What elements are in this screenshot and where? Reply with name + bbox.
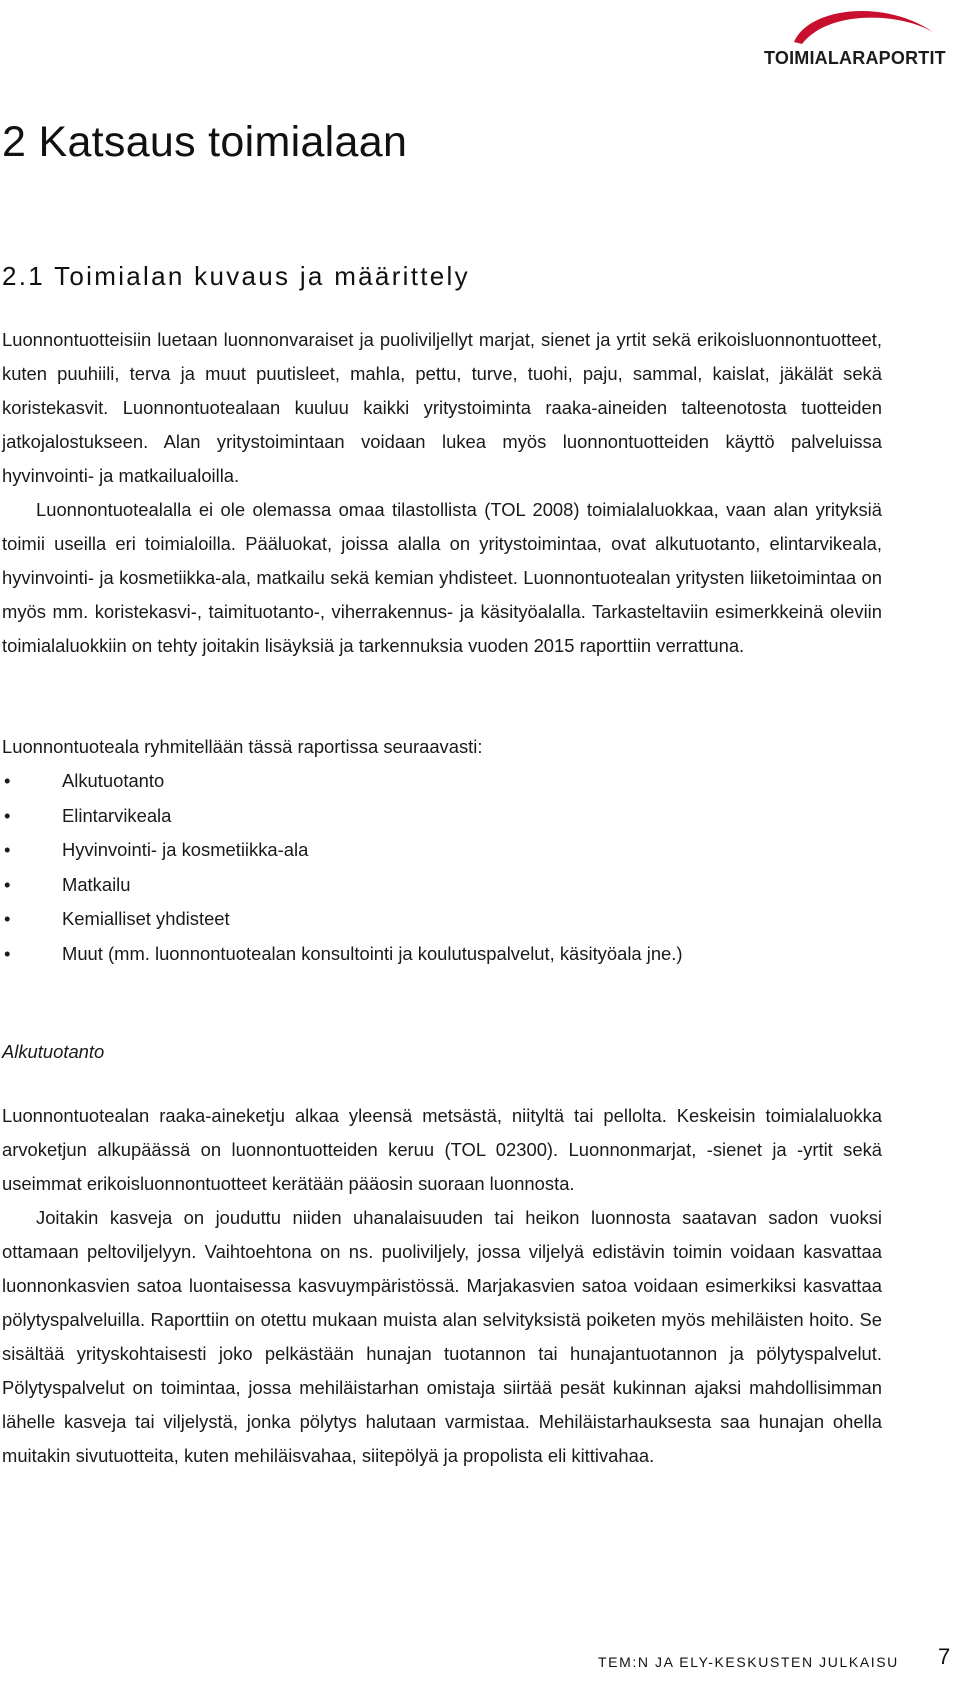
list-intro-text: Luonnontuoteala ryhmitellään tässä raportissa seuraavasti: bbox=[2, 736, 483, 757]
intro-section bbox=[2, 323, 882, 663]
primary-paragraph-1: Luonnontuotealan raaka-aineketju alkaa yleensä metsästä, niityltä tai pellolta. Keskeisin toimialaluokka arvoketjun alkupäässä on luonnontuotteiden keruu (TOL 02300). Luonnonmarjat, -sienet ja -yrtit sekä useimmat erikoisluonnontuotteet kerätään pääosin suoraan luonnosta. bbox=[2, 1105, 882, 1194]
list-item-label: Hyvinvointi- ja kosmetiikka-ala bbox=[62, 839, 309, 860]
toimialaraportit-logo bbox=[758, 0, 960, 76]
intro-paragraph-1: Luonnontuotteisiin luetaan luonnonvaraiset ja puoliviljellyt marjat, sienet ja yrtit sekä erikoisluonnontuotteet, kuten puuhiili, terva ja muut puutisleet, mahla, pettu, turve, tuohi, paju, sammal, kaislat, jäkälät sekä koristekasvit. Luonnontuotealaan kuuluu kaikki yritystoiminta raaka-aineiden talteenotosta tuotteiden jatkojalostukseen. Alan yritystoimintaan voidaan lukea myös luonnontuotteiden käyttö palveluissa hyvinvointi- ja matkailualoilla. bbox=[2, 329, 882, 486]
list-item bbox=[2, 764, 683, 799]
section-title: 2.1 Toimialan kuvaus ja määrittely bbox=[2, 261, 470, 291]
logo-swoosh-icon bbox=[788, 2, 938, 48]
intro-paragraph-2: Luonnontuotealalla ei ole olemassa omaa tilastollista (TOL 2008) toimialaluokkaa, vaan alan yrityksiä toimii useilla eri toimialoilla. Pääluokat, joissa alalla on yritystoimintaa, ovat alkutuotanto, elintarvikeala, hyvinvointi- ja kosmetiikka-ala, matkailu sekä kemian yhdisteet. Luonnontuotealan yritysten liiketoimintaa on myös mm. koristekasvi-, taimituotanto-, viherrakennus- ja käsityöalalla. Tarkasteltaviin esimerkkeinä oleviin toimialaluokkiin on tehty joitakin lisäyksiä ja tarkennuksia vuoden 2015 raporttiin verrattuna. bbox=[2, 499, 882, 656]
category-list bbox=[2, 764, 683, 971]
list-item bbox=[2, 937, 683, 972]
list-item-label: Muut (mm. luonnontuotealan konsultointi ja koulutuspalvelut, käsityöala jne.) bbox=[62, 942, 683, 964]
list-item bbox=[2, 833, 683, 868]
list-intro bbox=[2, 730, 882, 764]
bullet-icon: • bbox=[4, 839, 11, 860]
list-item-label: Matkailu bbox=[62, 873, 131, 895]
subheading-alkutuotanto: Alkutuotanto bbox=[2, 1041, 105, 1062]
bullet-icon: • bbox=[4, 873, 11, 895]
list-item-label: Alkutuotanto bbox=[62, 770, 165, 791]
list-item bbox=[2, 868, 683, 903]
footer-publisher: TEM:N JA ELY-KESKUSTEN JULKAISU bbox=[598, 1654, 899, 1670]
primary-production-section bbox=[2, 1099, 882, 1473]
bullet-icon: • bbox=[4, 908, 11, 929]
list-item bbox=[2, 902, 683, 937]
page-number: 7 bbox=[938, 1644, 951, 1669]
bullet-icon: • bbox=[4, 770, 11, 791]
bullet-icon: • bbox=[4, 804, 11, 826]
list-item-label: Elintarvikeala bbox=[62, 804, 172, 826]
primary-paragraph-2: Joitakin kasveja on jouduttu niiden uhanalaisuuden tai heikon luonnosta saatavan sadon vuoksi ottamaan peltoviljelyyn. Vaihtoehtona on ns. puoliviljely, jossa viljelyä edistävin toimin voidaan kasvattaa luonnonkasvien satoa luontaisessa kasvuympäristössä. Marjakasvien satoa voidaan esimerkiksi kasvattaa pölytyspalveluilla. Raporttiin on otettu mukaan muista alan selvityksistä poiketen myös mehiläisten hoito. Se sisältää yrityskohtaisesti joko pelkästään hunajan tuotannon tai hunajantuotannon ja pölytyspalvelut. Pölytyspalvelut on toimintaa, jossa mehiläistarhan omistaja siirtää pesät kukinnan ajaksi mahdollisimman lähelle kasveja tai viljelystä, jonka pölytys halutaan varmistaa. Mehiläistarhauksesta saa hunajan ohella muitakin sivutuotteita, kuten mehiläisvahaa, siitepölyä ja propolista eli kittivahaa. bbox=[2, 1207, 882, 1466]
logo-text: TOIMIALARAPORTIT bbox=[764, 48, 946, 68]
bullet-icon: • bbox=[4, 942, 11, 964]
list-item bbox=[2, 799, 683, 834]
chapter-title: 2 Katsaus toimialaan bbox=[2, 118, 408, 166]
list-item-label: Kemialliset yhdisteet bbox=[62, 908, 230, 929]
